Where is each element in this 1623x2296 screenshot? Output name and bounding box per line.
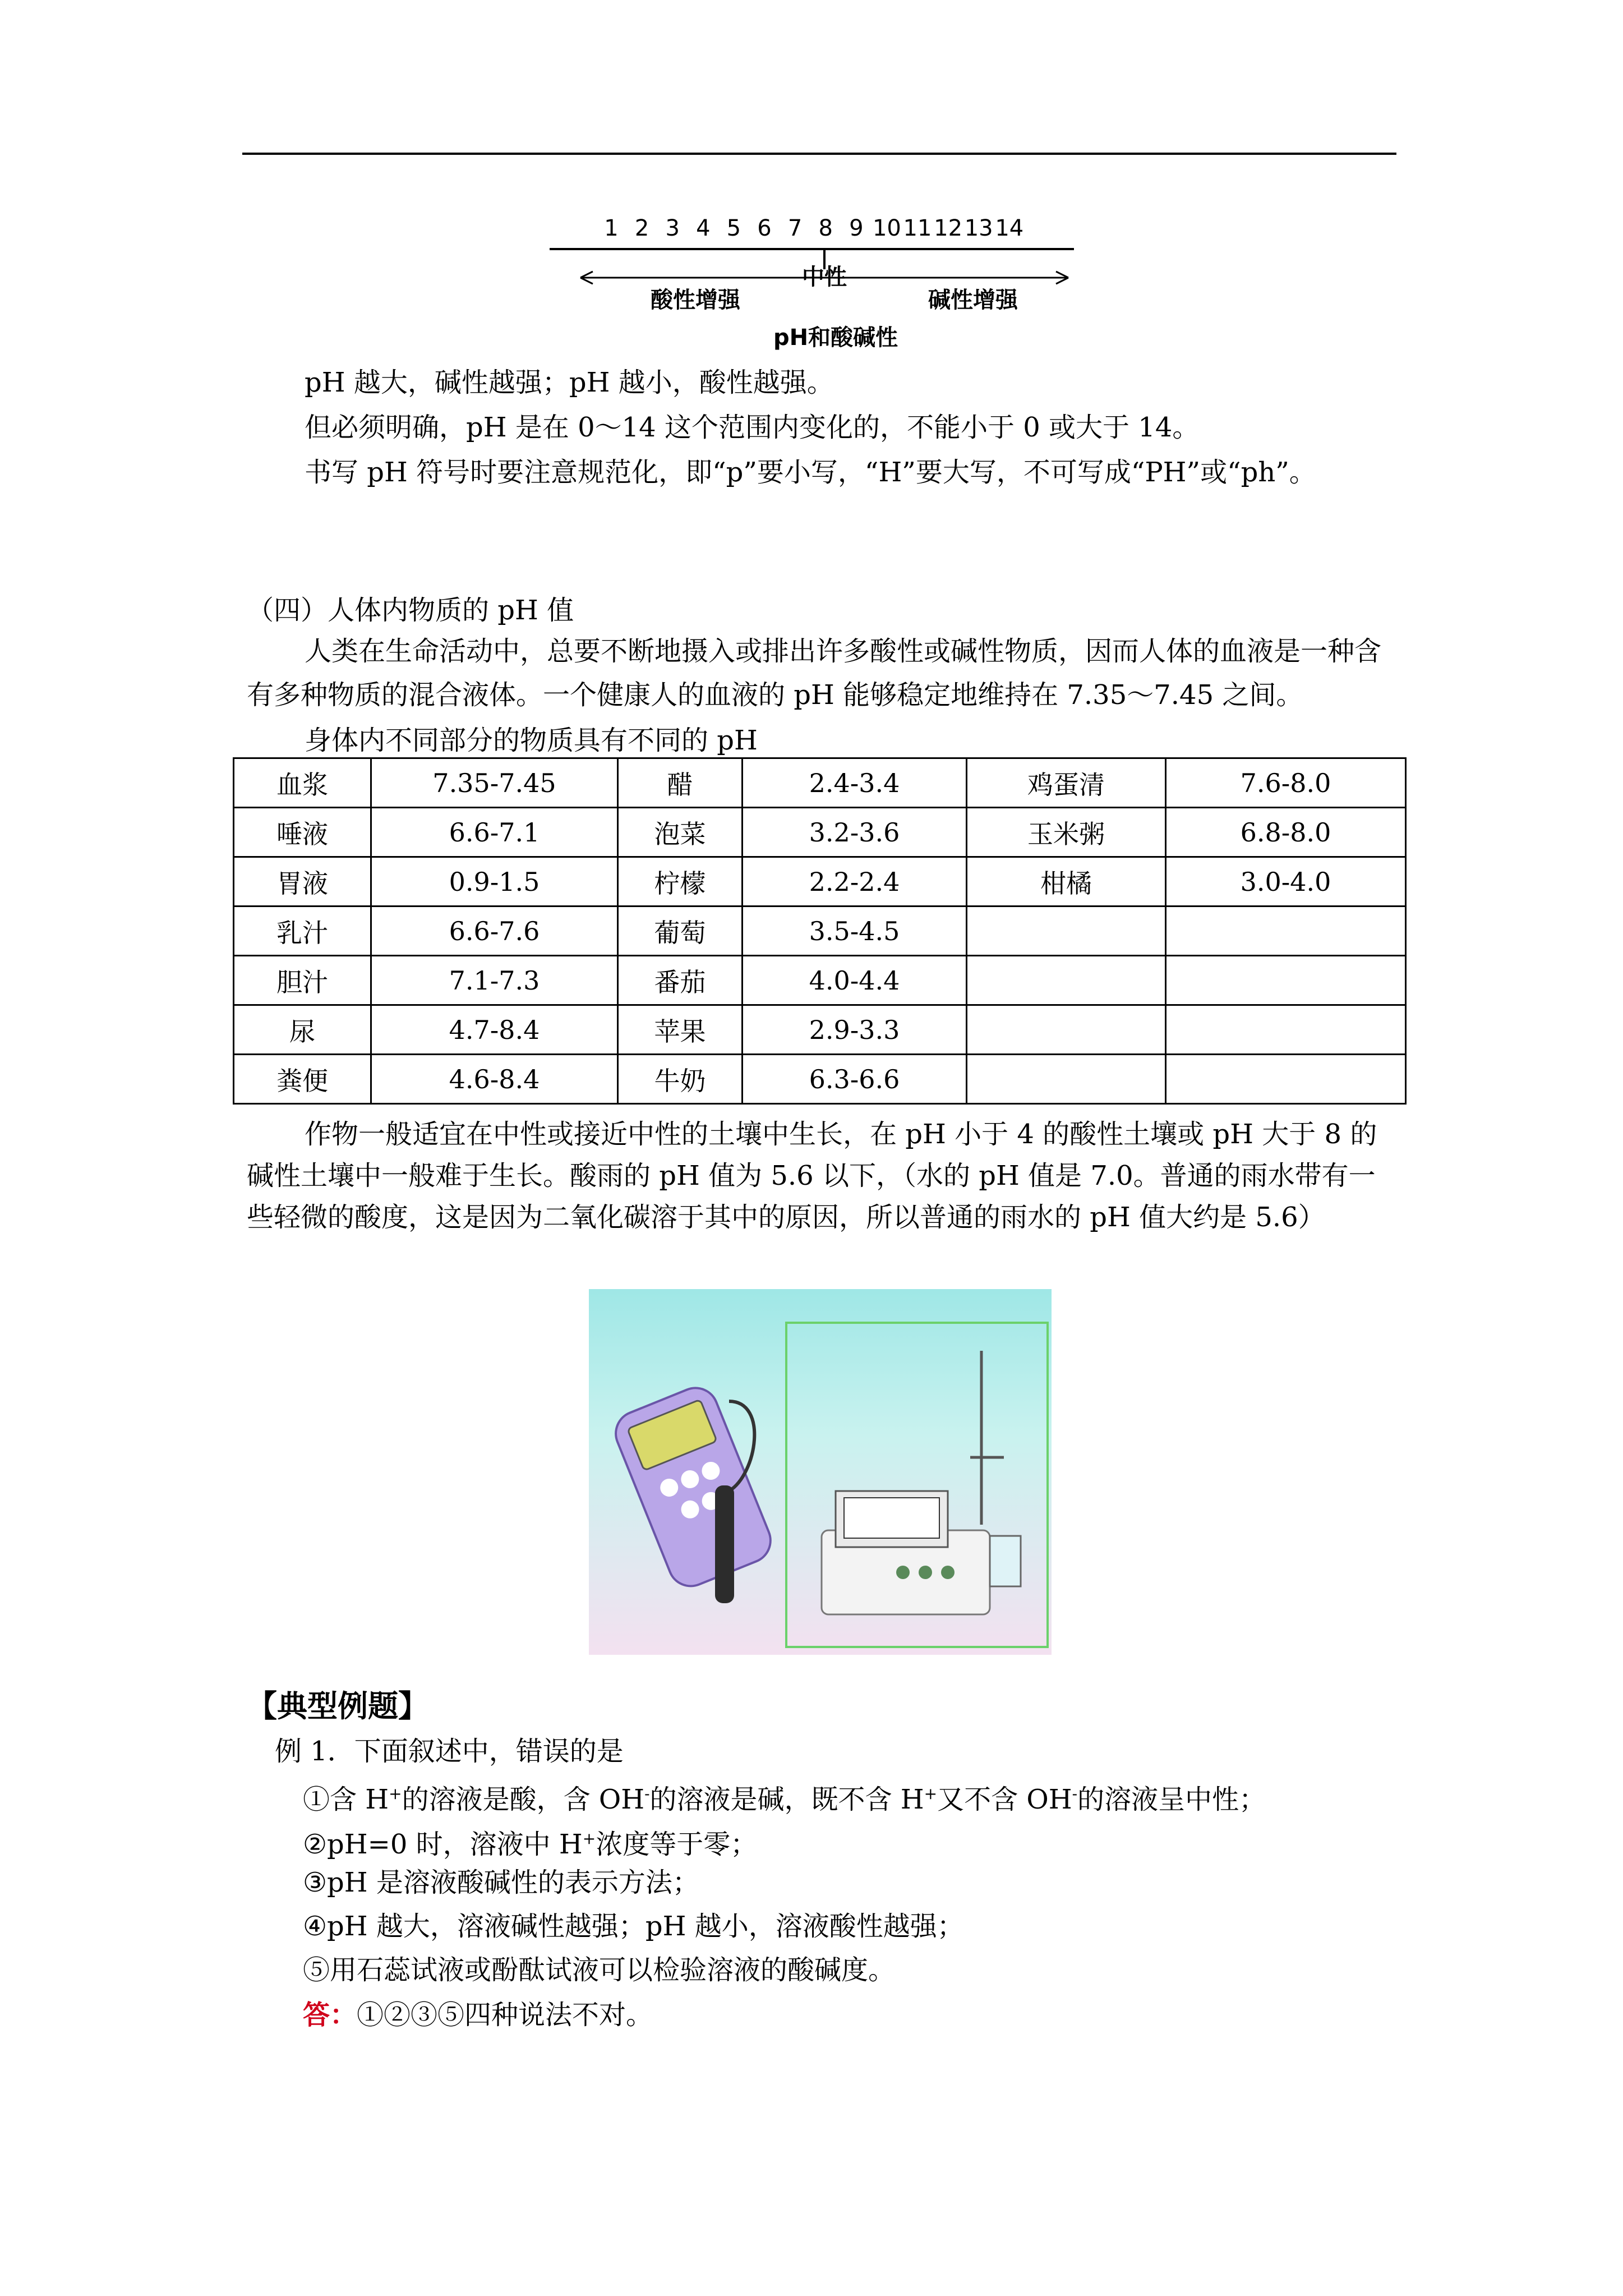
answer-text: ①②③⑤四种说法不对。: [357, 1999, 653, 2031]
ph-range-cell: 6.8-8.0: [1166, 808, 1406, 857]
item1-text-b: 的溶液是酸，含 OH: [402, 1784, 645, 1815]
example-item-1: [303, 1777, 1266, 1816]
paragraph-ph-notation: 书写 pH 符号时要注意规范化，即“p”要小写，“H”要大写，不可写成“PH”或“ph”。: [305, 457, 1316, 488]
acid-increase-label: 酸性增强: [651, 287, 740, 313]
ph-range-cell: 4.7-8.4: [371, 1005, 618, 1055]
scale-tick-label: 10: [872, 215, 901, 241]
scale-tick-label: 3: [665, 215, 680, 241]
substance-cell: 玉米粥: [967, 808, 1166, 857]
substance-cell: 尿: [234, 1005, 371, 1055]
substance-cell: [967, 1055, 1166, 1104]
scale-tick-label: 13: [964, 215, 993, 241]
ph-range-cell: [1166, 956, 1406, 1005]
substance-cell: 醋: [618, 758, 743, 808]
example-item-3: ③pH 是溶液酸碱性的表示方法；: [303, 1867, 699, 1898]
ph-range-cell: 3.2-3.6: [743, 808, 967, 857]
scale-tick-label: 4: [696, 215, 711, 241]
handheld-ph-meter: [609, 1381, 777, 1593]
ph-range-cell: [1166, 1055, 1406, 1104]
item1-text-c: 的溶液是碱，既不含 H: [649, 1784, 924, 1815]
item1-text-d: 又不含 OH: [937, 1784, 1072, 1815]
neutral-label: 中性: [802, 264, 847, 290]
ph-range-cell: 4.6-8.4: [371, 1055, 618, 1104]
ph-range-cell: 3.5-4.5: [743, 907, 967, 956]
ph-table: [233, 757, 1407, 1105]
item2-sup: +: [582, 1829, 596, 1848]
scale-tick-label: 12: [934, 215, 963, 241]
substance-cell: 唾液: [234, 808, 371, 857]
ph-range-cell: 3.0-4.0: [1166, 857, 1406, 907]
scale-tick-label: 14: [995, 215, 1024, 241]
example-question: 例 1．下面叙述中，错误的是: [275, 1736, 624, 1767]
scale-tick-label: 6: [757, 215, 772, 241]
header-rule: [242, 153, 1396, 155]
substance-cell: 牛奶: [618, 1055, 743, 1104]
item1-sup-1: +: [389, 1784, 402, 1803]
ph-range-cell: 2.4-3.4: [743, 758, 967, 808]
item1-sup-2: -: [644, 1784, 650, 1803]
table-row: [234, 758, 1406, 808]
section-title: （四）人体内物质的 pH 值: [247, 595, 574, 626]
table-row: [234, 1005, 1406, 1055]
item2-text-b: 浓度等于零；: [596, 1829, 758, 1860]
scale-tick-label: 2: [634, 215, 649, 241]
item1-sup-3: +: [924, 1784, 938, 1803]
table-row: [234, 956, 1406, 1005]
base-increase-label: 碱性增强: [928, 287, 1018, 313]
substance-cell: 泡菜: [618, 808, 743, 857]
item2-text-a: ②pH=0 时，溶液中 H: [303, 1829, 583, 1860]
scale-tick-label: 5: [726, 215, 741, 241]
table-row: [234, 857, 1406, 907]
scale-tick-label: 7: [787, 215, 803, 241]
item1-text-e: 的溶液呈中性；: [1077, 1784, 1266, 1815]
probe-electrode: [715, 1485, 734, 1603]
example-item-2: [303, 1822, 757, 1861]
item1-text-a: ①含 H: [303, 1784, 389, 1815]
photo-frame: [785, 1322, 1049, 1648]
ph-range-cell: 6.3-6.6: [743, 1055, 967, 1104]
example-answer: [303, 1998, 653, 2032]
substance-cell: [967, 907, 1166, 956]
ph-range-cell: 6.6-7.1: [371, 808, 618, 857]
table-row: [234, 907, 1406, 956]
scale-tick-label: 8: [818, 215, 833, 241]
paragraph-ph-rule: pH 越大，碱性越强；pH 越小，酸性越强。: [305, 367, 834, 398]
substance-cell: 柑橘: [967, 857, 1166, 907]
paragraph-ph-range: 但必须明确，pH 是在 0～14 这个范围内变化的，不能小于 0 或大于 14。: [305, 412, 1200, 443]
substance-cell: 乳汁: [234, 907, 371, 956]
example-heading: 【典型例题】: [247, 1688, 428, 1724]
substance-cell: 番茄: [618, 956, 743, 1005]
scale-caption: pH和酸碱性: [773, 325, 898, 351]
ph-scale-figure: [538, 208, 1088, 359]
scale-tick-label: 11: [903, 215, 932, 241]
substance-cell: [967, 956, 1166, 1005]
ph-range-cell: 7.35-7.45: [371, 758, 618, 808]
substance-cell: 鸡蛋清: [967, 758, 1166, 808]
ph-range-cell: [1166, 907, 1406, 956]
substance-cell: 柠檬: [618, 857, 743, 907]
substance-cell: 葡萄: [618, 907, 743, 956]
ph-range-cell: 4.0-4.4: [743, 956, 967, 1005]
ph-range-cell: [1166, 1005, 1406, 1055]
ph-range-cell: 7.1-7.3: [371, 956, 618, 1005]
paragraph-soil-rain: 作物一般适宜在中性或接近中性的土壤中生长，在 pH 小于 4 的酸性土壤或 pH 大于 8 的碱性土壤中一般难于生长。酸雨的 pH 值为 5.6 以下，（水的 pH 值是 7.0。普通的雨水带有一些轻微的酸度，这是因为二氧化碳溶于其中的原因，所以普通的雨水的 pH 值大约是 5.6）: [247, 1119, 1377, 1233]
table-intro: 身体内不同部分的物质具有不同的 pH: [305, 725, 758, 756]
substance-cell: 胃液: [234, 857, 371, 907]
ph-range-cell: 7.6-8.0: [1166, 758, 1406, 808]
ph-meter-photo: [589, 1289, 1052, 1655]
substance-cell: 苹果: [618, 1005, 743, 1055]
substance-cell: 胆汁: [234, 956, 371, 1005]
item1-sup-4: -: [1072, 1784, 1078, 1803]
scale-tick-label: 1: [604, 215, 619, 241]
ph-table-body: [234, 758, 1406, 1104]
ph-range-cell: 2.2-2.4: [743, 857, 967, 907]
paragraph-blood-ph: 人类在生命活动中，总要不断地摄入或排出许多酸性或碱性物质，因而人体的血液是一种含有多种物质的混合液体。一个健康人的血液的 pH 能够稳定地维持在 7.35～7.45 之间。: [247, 636, 1382, 711]
example-item-5: ⑤用石蕊试液或酚酞试液可以检验溶液的酸碱度。: [303, 1954, 896, 1986]
ph-range-cell: 2.9-3.3: [743, 1005, 967, 1055]
answer-label: 答：: [303, 1999, 357, 2031]
substance-cell: 血浆: [234, 758, 371, 808]
table-row: [234, 1055, 1406, 1104]
ph-range-cell: 0.9-1.5: [371, 857, 618, 907]
substance-cell: [967, 1005, 1166, 1055]
ph-range-cell: 6.6-7.6: [371, 907, 618, 956]
scale-tick-label: 9: [849, 215, 864, 241]
example-item-4: ④pH 越大，溶液碱性越强；pH 越小，溶液酸性越强；: [303, 1911, 964, 1942]
substance-cell: 粪便: [234, 1055, 371, 1104]
table-row: [234, 808, 1406, 857]
